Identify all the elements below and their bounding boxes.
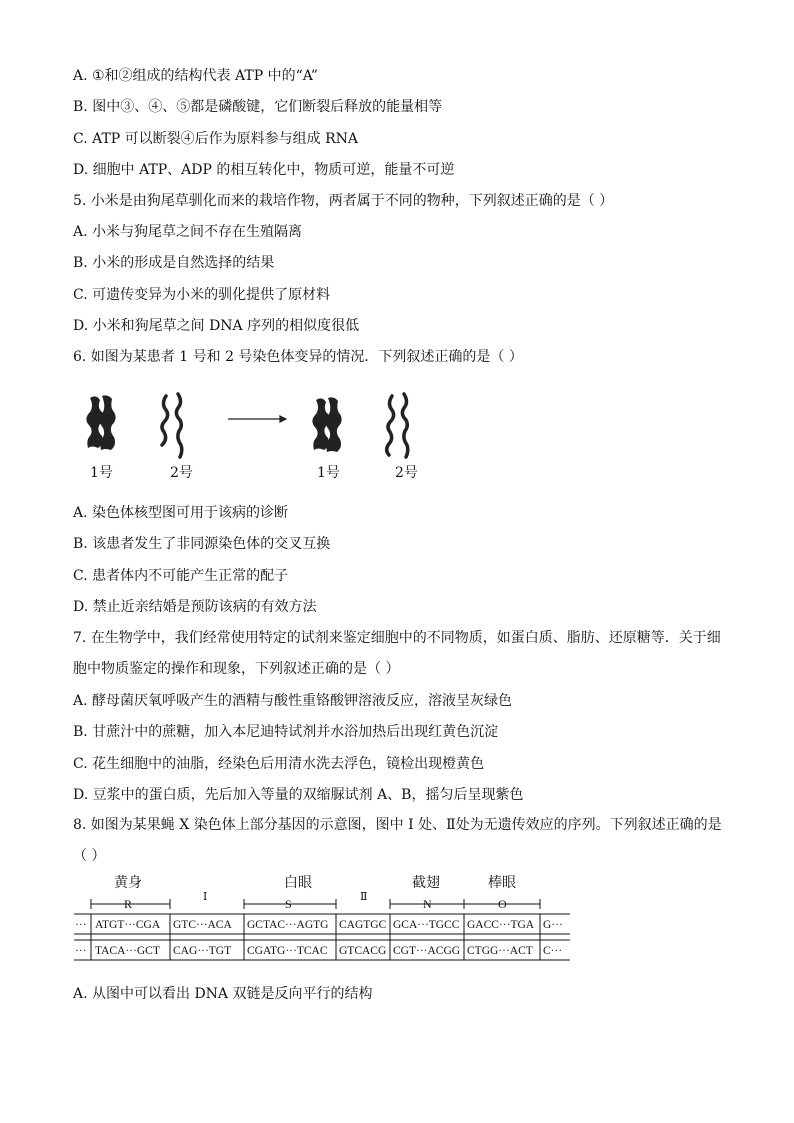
top-strand-2: GTC···ACA: [173, 919, 232, 931]
bottom-strand-0: ···: [75, 945, 87, 957]
label-chromosome-1-before: 1号: [90, 465, 113, 481]
q5-option-a: A. 小米与狗尾草之间不存在生殖隔离: [73, 224, 303, 240]
bottom-strand-5: CGT···ACGG: [393, 945, 461, 957]
gene-bar-eye: 棒眼: [488, 875, 516, 891]
q4-option-b: B. 图中③、④、⑤都是磷酸键，它们断裂后释放的能量相等: [73, 99, 443, 115]
q7-option-c: C. 花生细胞中的油脂，经染色后用清水洗去浮色，镜检出现橙黄色: [73, 756, 485, 772]
gene-white-eye: 白眼: [284, 875, 312, 891]
q6-option-d: D. 禁止近亲结婚是预防该病的有效方法: [73, 599, 317, 615]
q4-option-d: D. 细胞中 ATP、ADP 的相互转化中，物质可逆，能量不可逆: [73, 162, 455, 178]
top-strand-0: ···: [75, 919, 87, 931]
label-chromosome-1-after: 1号: [317, 465, 340, 481]
q7-option-d: D. 豆浆中的蛋白质，先后加入等量的双缩脲试剂 A、B，摇匀后呈现紫色: [73, 787, 524, 803]
gene-yellow-body: 黄身: [114, 875, 142, 891]
bottom-strand-4: GTCACG: [339, 945, 387, 957]
q6-stem: 6. 如图为某患者 1 号和 2 号染色体变异的情况．下列叙述正确的是（ ）: [73, 349, 523, 365]
top-strand-3: GCTAC···AGTG: [247, 919, 329, 931]
bottom-strand-1: TACA···GCT: [95, 945, 160, 957]
gene-letter-r: R: [124, 897, 133, 911]
q6-option-a: A. 染色体核型图可用于该病的诊断: [73, 505, 289, 521]
q5-option-d: D. 小米和狗尾草之间 DNA 序列的相似度很低: [73, 318, 360, 334]
q4-option-a: A. ①和②组成的结构代表 ATP 中的“A”: [73, 68, 318, 84]
q8-stem: 8. 如图为某果蝇 X 染色体上部分基因的示意图，图中 I 处、Ⅱ处为无遗传效应的序列。下列叙述正确的是（ ）: [73, 817, 722, 864]
gene-letter-s: S: [285, 897, 292, 911]
q5-option-c: C. 可遗传变异为小米的驯化提供了原材料: [73, 287, 331, 303]
chromosome-drawing: [80, 388, 440, 486]
bottom-strand-3: CGATG···TCAC: [247, 945, 328, 957]
bottom-strand-2: CAG···TGT: [173, 945, 232, 957]
label-chromosome-2-before: 2号: [170, 465, 193, 481]
gene-map-drawing: [72, 870, 572, 970]
q5-option-b: B. 小米的形成是自然选择的结果: [73, 255, 275, 271]
q6-option-c: C. 患者体内不可能产生正常的配子: [73, 568, 289, 584]
q7-option-b: B. 甘蔗汁中的蔗糖，加入本尼迪特试剂并水浴加热后出现红黄色沉淀: [73, 724, 499, 740]
q5-stem: 5. 小米是由狗尾草驯化而来的栽培作物，两者属于不同的物种，下列叙述正确的是（ ）: [73, 193, 614, 209]
chromosome-1-after: [312, 397, 341, 452]
label-chromosome-2-after: 2号: [395, 465, 418, 481]
bottom-strand-6: CTGG···ACT: [467, 945, 533, 957]
q6-option-b: B. 该患者发生了非同源染色体的交叉互换: [73, 536, 331, 552]
chromosome-figure: [80, 388, 440, 486]
arrow-icon: [228, 416, 286, 422]
top-strand-6: GACC···TGA: [467, 919, 535, 931]
q8-option-a: A. 从图中可以看出 DNA 双链是反向平行的结构: [73, 986, 373, 1002]
region-1-label: I: [203, 890, 208, 903]
q4-option-c: C. ATP 可以断裂④后作为原料参与组成 RNA: [73, 131, 359, 147]
bottom-strand-7: C···: [543, 945, 563, 957]
top-strand-7: G···: [543, 919, 563, 931]
top-strand-4: CAGTGC: [339, 919, 387, 931]
gene-letter-n: N: [423, 897, 432, 911]
top-strand-1: ATGT···CGA: [95, 919, 161, 931]
q7-stem: 7. 在生物学中，我们经常使用特定的试剂来鉴定细胞中的不同物质，如蛋白质、脂肪、还原糖等．关于细胞中物质鉴定的操作和现象，下列叙述正确的是（ ）: [73, 630, 721, 677]
chromosome-2-before: [162, 394, 182, 457]
chromosome-2-after: [387, 394, 408, 457]
q7-option-a: A. 酵母菌厌氧呼吸产生的酒精与酸性重铬酸钾溶液反应，溶液呈灰绿色: [73, 693, 513, 709]
gene-map-figure: [72, 870, 572, 970]
gene-letter-o: O: [498, 897, 507, 911]
chromosome-1-before: [86, 395, 115, 450]
gene-cut-wing: 截翅: [412, 875, 440, 891]
top-strand-5: GCA···TGCC: [393, 919, 460, 931]
region-2-label: Ⅱ: [360, 890, 368, 903]
